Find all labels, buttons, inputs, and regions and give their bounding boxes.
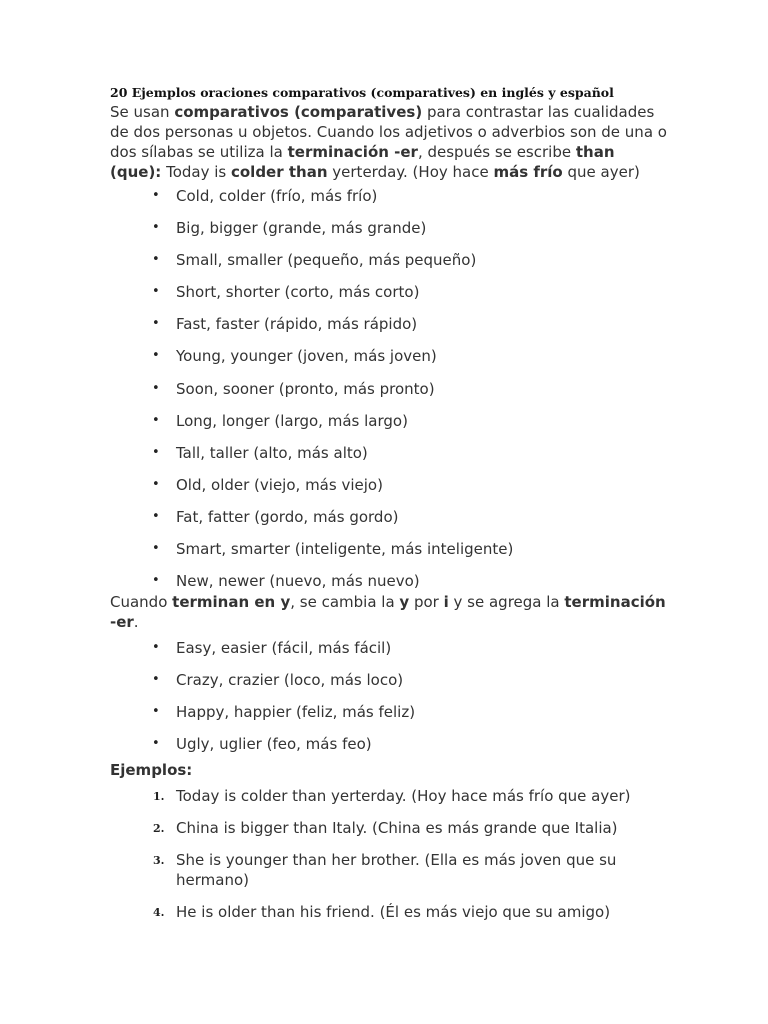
list-item <box>110 379 670 411</box>
list-item-text: Long, longer (largo, más largo) <box>176 411 408 430</box>
list-item-text: Fat, fatter (gordo, más gordo) <box>176 507 399 526</box>
list-item <box>110 186 670 218</box>
intro-text: que ayer) <box>562 163 640 181</box>
intro-text: Se usan <box>110 103 175 121</box>
bullet-icon: • <box>152 476 160 492</box>
list-item <box>110 475 670 507</box>
intro-bold: terminación -er <box>287 143 418 161</box>
bullet-icon: • <box>152 348 160 364</box>
list-item-text: Easy, easier (fácil, más fácil) <box>176 639 392 657</box>
rule-bold: terminación -er <box>110 593 666 631</box>
list-item-text: Tall, taller (alto, más alto) <box>176 443 368 462</box>
example-number: 3. <box>153 854 165 867</box>
example-text: He is older than his friend. (Él es más viejo que su amigo) <box>176 903 611 921</box>
bullet-icon: • <box>152 672 160 688</box>
list-item <box>110 314 670 346</box>
bullet-icon: • <box>152 284 160 300</box>
rule-bold: i <box>443 593 449 611</box>
intro-text: para contrastar las cualidades de dos personas u objetos. Cuando los adjetivos o adverbios son de una o dos sílabas se utiliza la <box>110 103 667 161</box>
bullet-icon: • <box>152 541 160 557</box>
bullet-icon: • <box>152 640 160 655</box>
list-item-text: Happy, happier (feliz, más feliz) <box>176 703 416 722</box>
bullet-icon: • <box>152 188 160 203</box>
example-text: China is bigger than Italy. (China es más grande que Italia) <box>176 819 618 837</box>
bullet-icon: • <box>152 316 160 332</box>
rule-bold: terminan en y <box>172 593 291 611</box>
example-item <box>110 850 670 890</box>
document-page <box>110 84 670 934</box>
list-item-text: Smart, smarter (inteligente, más inteligente) <box>176 540 514 559</box>
list-item <box>110 670 670 702</box>
list-item <box>110 411 670 443</box>
intro-bold: than (que): <box>110 143 615 181</box>
example-text: She is younger than her brother. (Ella es más joven que su hermano) <box>176 851 617 889</box>
list-item <box>110 507 670 539</box>
list-item-text: Big, bigger (grande, más grande) <box>176 219 427 238</box>
bullet-icon: • <box>152 412 160 428</box>
list-item <box>110 282 670 314</box>
bullet-icon: • <box>152 704 160 720</box>
example-item <box>110 818 670 838</box>
rule-text: . <box>133 613 139 631</box>
intro-paragraph <box>110 102 670 182</box>
list-item <box>110 638 670 670</box>
intro-bold: más frío <box>493 163 563 181</box>
list-item <box>110 346 670 378</box>
rule-text: Cuando <box>110 593 173 611</box>
list-item-text: Short, shorter (corto, más corto) <box>176 283 420 302</box>
list-item-text: Small, smaller (pequeño, más pequeño) <box>176 251 477 270</box>
list-item <box>110 250 670 282</box>
intro-bold: comparativos (comparatives) <box>174 103 423 121</box>
intro-bold: colder than <box>230 163 328 181</box>
examples-list <box>110 786 670 922</box>
list-item <box>110 218 670 250</box>
example-number: 4. <box>153 906 165 919</box>
rule-bold: y <box>399 593 410 611</box>
list-item-text: Cold, colder (frío, más frío) <box>176 187 378 205</box>
bullet-icon: • <box>152 380 160 396</box>
bullet-icon: • <box>152 508 160 524</box>
document-title: 20 Ejemplos oraciones comparativos (comparatives) en inglés y español <box>110 85 614 100</box>
example-text: Today is colder than yerterday. (Hoy hace más frío que ayer) <box>176 787 631 805</box>
bullet-icon: • <box>152 736 160 752</box>
comparatives-list <box>110 186 670 592</box>
rule-text: , se cambia la <box>290 593 400 611</box>
y-ending-list <box>110 638 670 756</box>
list-item-text: Young, younger (joven, más joven) <box>176 347 437 366</box>
list-item-text: Soon, sooner (pronto, más pronto) <box>176 379 435 398</box>
bullet-icon: • <box>152 444 160 460</box>
intro-text: yerterday. (Hoy hace <box>327 163 494 181</box>
bullet-icon: • <box>152 573 160 589</box>
examples-heading: Ejemplos: <box>110 761 193 779</box>
intro-text: , después se escribe <box>417 143 576 161</box>
list-item-text: Crazy, crazier (loco, más loco) <box>176 671 404 690</box>
example-item <box>110 902 670 922</box>
list-item <box>110 702 670 734</box>
list-item <box>110 539 670 571</box>
list-item <box>110 734 670 766</box>
list-item-text: New, newer (nuevo, más nuevo) <box>176 572 420 591</box>
rule-text: por <box>409 593 444 611</box>
list-item <box>110 443 670 475</box>
list-item-text: Ugly, uglier (feo, más feo) <box>176 735 372 754</box>
intro-text: Today is <box>161 163 231 181</box>
example-number: 1. <box>153 790 165 803</box>
bullet-icon: • <box>152 220 160 236</box>
example-item <box>110 786 670 806</box>
list-item-text: Fast, faster (rápido, más rápido) <box>176 315 418 334</box>
example-number: 2. <box>153 822 165 835</box>
list-item <box>110 571 670 603</box>
rule-text: y se agrega la <box>448 593 565 611</box>
bullet-icon: • <box>152 252 160 268</box>
list-item-text: Old, older (viejo, más viejo) <box>176 475 383 494</box>
